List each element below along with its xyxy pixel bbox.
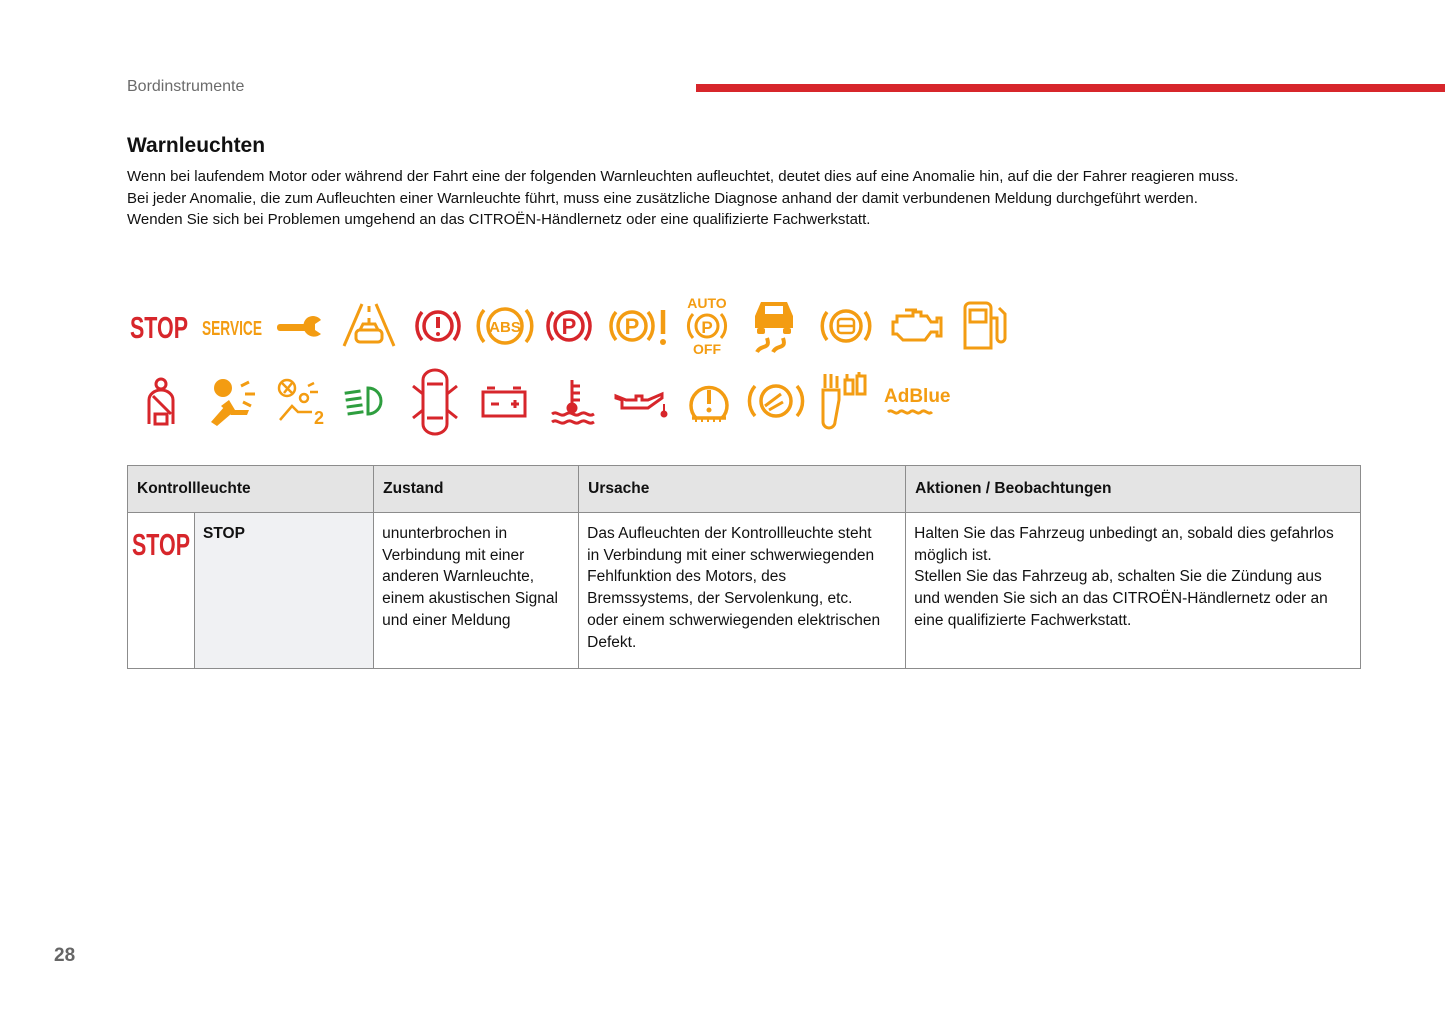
stop-icon-text: STOP	[132, 527, 190, 562]
off-icon-text: OFF	[693, 341, 721, 357]
fuel-icon	[961, 300, 1007, 350]
adblue-icon-text: AdBlue	[884, 386, 951, 407]
seatbelt-icon	[145, 378, 179, 426]
auto-parking-brake-off-icon	[683, 294, 733, 358]
cell-line: in Verbindung mit einer schwerwiegenden	[587, 546, 875, 564]
table-zustand-cell	[374, 513, 579, 669]
wrench-icon	[277, 316, 325, 340]
page-number: 28	[54, 945, 76, 966]
warning-icons-row-1	[127, 296, 1027, 358]
parking-brake-fault-icon-text: P	[624, 314, 640, 339]
table-icon-cell	[128, 513, 195, 669]
battery-icon	[481, 386, 527, 418]
adblue-icon	[884, 384, 951, 418]
brake-warning-icon	[414, 304, 462, 348]
table-row	[128, 513, 1361, 669]
intro-line: Wenn bei laufendem Motor oder während der Fahrt eine der folgenden Warnleuchten aufleuchtet, deutet dies auf eine Anomalie hin, auf die der Fahrer reagieren muss.	[127, 168, 1239, 185]
foot-on-brake-icon	[817, 370, 869, 434]
table-aktionen-cell	[906, 513, 1361, 669]
engine-check-icon	[887, 306, 943, 346]
intro-line: Wenden Sie sich bei Problemen umgehend an das CITROËN-Händlernetz oder eine qualifizierte Fachwerkstatt.	[127, 211, 871, 229]
intro-text	[127, 166, 1367, 231]
auto-p-icon-text: P	[701, 318, 713, 337]
cell-line: Das Aufleuchten der Kontrollleuchte steht	[587, 525, 872, 542]
oil-pressure-icon	[614, 390, 668, 418]
column-header: Kontrollleuchte	[128, 466, 374, 513]
parking-brake-fault-icon	[608, 304, 670, 348]
cell-line: Fehlfunktion des Motors, des	[587, 568, 787, 586]
table-ursache-cell	[579, 513, 906, 669]
stop-icon	[132, 523, 192, 563]
coolant-temperature-icon	[550, 378, 596, 424]
cell-line: Stellen Sie das Fahrzeug ab, schalten Sie die Zündung aus	[914, 568, 1322, 586]
cell-line: Bremssystems, der Servolenkung, etc.	[587, 590, 853, 608]
cell-line: Defekt.	[587, 633, 637, 651]
auto-icon-text: AUTO	[687, 295, 727, 311]
cell-line: eine qualifizierte Fachwerkstatt.	[914, 611, 1132, 629]
cell-line: anderen Warnleuchte,	[382, 568, 535, 586]
lane-departure-icon	[342, 302, 396, 348]
section-title: Bordinstrumente	[127, 78, 245, 95]
cell-line: Halten Sie das Fahrzeug unbedingt an, sobald dies gefahrlos	[914, 525, 1334, 542]
stability-control-icon	[751, 298, 801, 354]
passenger-airbag-off-icon	[274, 378, 328, 426]
cell-line: ununterbrochen in	[382, 525, 508, 542]
table-name-cell: STOP	[195, 513, 374, 669]
cell-line: und einer Meldung	[382, 611, 511, 629]
passenger-airbag-icon-text: 2	[314, 408, 325, 428]
stop-icon-text: STOP	[130, 310, 188, 345]
page-heading: Warnleuchten	[127, 134, 266, 157]
parking-brake-icon-text: P	[561, 314, 577, 339]
parking-brake-icon	[545, 304, 593, 348]
column-header: Ursache	[579, 466, 906, 513]
power-steering-icon	[747, 378, 805, 424]
airbag-icon	[207, 378, 259, 426]
cell-line: einem akustischen Signal	[382, 590, 558, 608]
cell-line: oder einem schwerwiegenden elektrischen	[587, 611, 881, 629]
intro-line: Bei jeder Anomalie, die zum Aufleuchten einer Warnleuchte führt, muss eine zusätzliche Diagnose anhand der damit verbundenen Meldung durchgeführt werden.	[127, 189, 1198, 207]
cell-line: Verbindung mit einer	[382, 546, 525, 564]
service-icon-text: SERVICE	[202, 318, 262, 340]
abs-icon-text: ABS	[489, 319, 521, 336]
brake-pad-wear-icon	[819, 304, 873, 348]
abs-icon	[476, 302, 534, 350]
tyre-pressure-icon	[686, 380, 732, 424]
header-red-bar	[696, 84, 1445, 92]
column-header: Zustand	[374, 466, 579, 513]
headlights-icon	[344, 384, 392, 418]
stop-icon	[130, 308, 190, 344]
table-header-row	[128, 466, 1361, 513]
cell-line: und wenden Sie sich an das CITROËN-Händlernetz oder an	[914, 590, 1328, 608]
column-header: Aktionen / Beobachtungen	[906, 466, 1361, 513]
service-icon	[202, 314, 264, 340]
warning-light-table	[127, 465, 1361, 669]
door-open-icon	[409, 370, 461, 434]
cell-line: möglich ist.	[914, 546, 992, 564]
warning-icons-row-2	[127, 370, 1027, 432]
